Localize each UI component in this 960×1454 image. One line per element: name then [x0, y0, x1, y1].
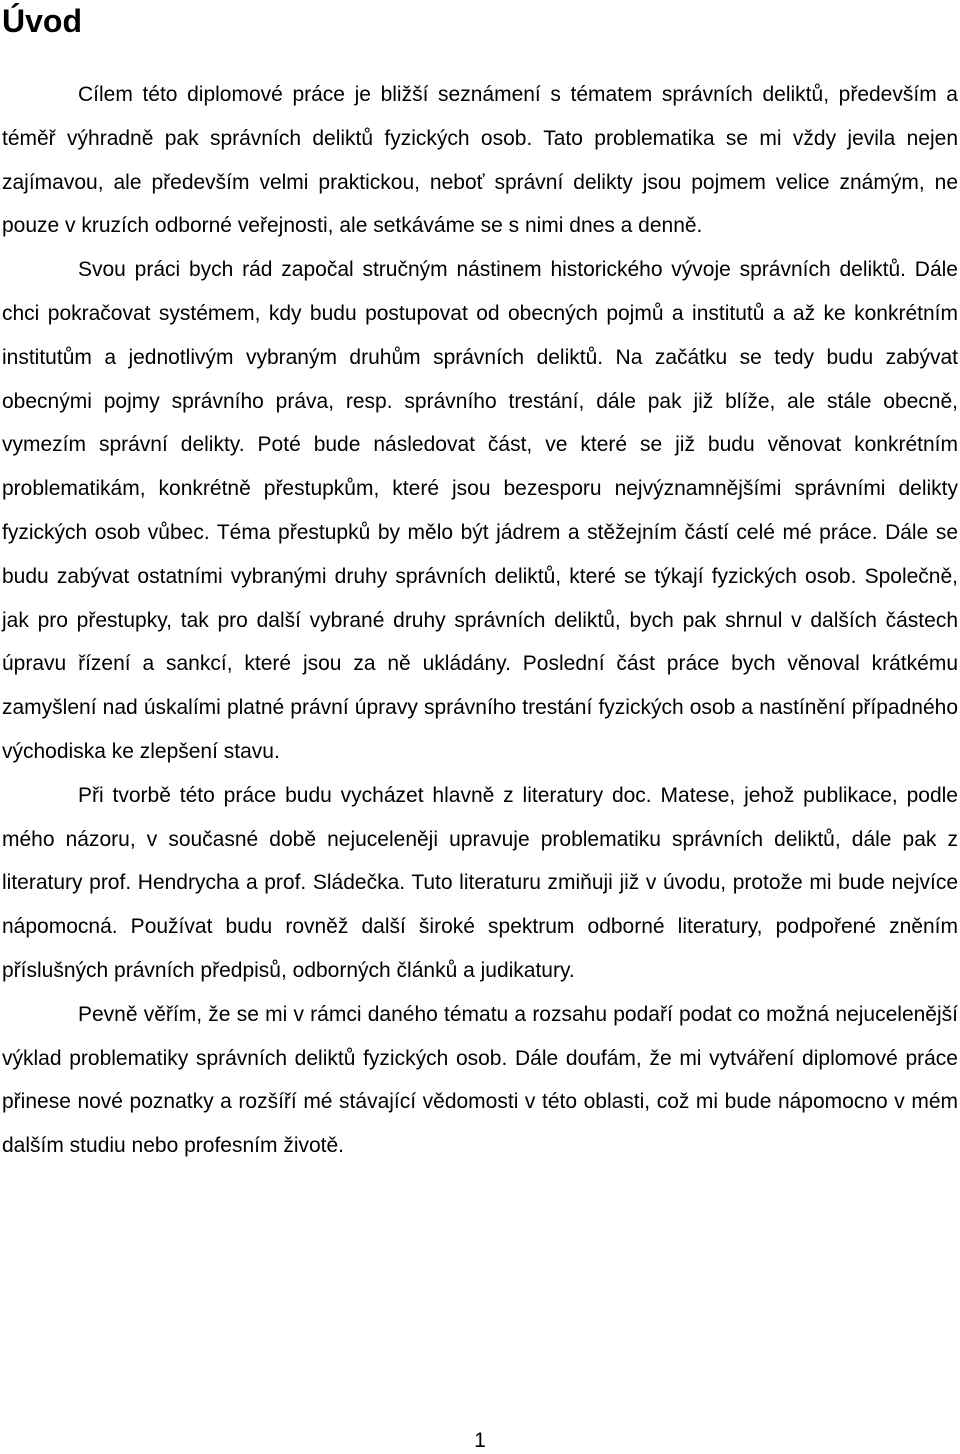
paragraph-4: Pevně věřím, že se mi v rámci daného tématu a rozsahu podaří podat co možná nejucelenější výklad problematiky správních deliktů fyzických osob. Dále doufám, že mi vytváření diplomové práce přinese nové poznatky a rozšíří mé stávající vědomosti v této oblasti, což mi bude nápomocno v mém dalším studiu nebo profesním životě. — [2, 1002, 958, 1158]
section-heading: Úvod — [2, 3, 82, 39]
body-text — [2, 73, 958, 1168]
paragraph-3: Při tvorbě této práce budu vycházet hlavně z literatury doc. Matese, jehož publikace, podle mého názoru, v současné době nejuceleněji upravuje problematiku správních deliktů, dále pak z literatury prof. Hendrycha a prof. Sládečka. Tuto literaturu zmiňuji již v úvodu, protože mi bude nejvíce nápomocná. Používat budu rovněž další široké spektrum odborné literatury, podpořené zněním příslušných právních předpisů, odborných článků a judikatury. — [2, 783, 958, 982]
page-number: 1 — [474, 1429, 486, 1452]
paragraph-2: Svou práci bych rád započal stručným nástinem historického vývoje správních deliktů. Dále chci pokračovat systémem, kdy budu postupovat od obecných pojmů a institutů a až ke konkrétním institutům a jednotlivým vybraným druhům správních deliktů. Na začátku se tedy budu zabývat obecnými pojmy správního práva, resp. správního trestání, dále pak již blíže, ale stále obecně, vymezím správní delikty. Poté bude následovat část, ve které se již budu věnovat konkrétním problematikám, konkrétně přestupkům, které jsou bezesporu nejvýznamnějšími správními delikty fyzických osob vůbec. Téma přestupků by mělo být jádrem a stěžejním částí celé mé práce. Dále se budu zabývat ostatními vybranými druhy správních deliktů, které se týkají fyzických osob. Společně, jak pro přestupky, tak pro další vybrané druhy správních deliktů, bych pak shrnul v dalších částech úpravu řízení a sankcí, které jsou za ně ukládány. Poslední část práce bych věnoval krátkému zamyšlení nad úskalími platné právní úpravy správního trestání fyzických osob a nastínění případného východiska ke zlepšení stavu. — [2, 258, 958, 763]
paragraph-1: Cílem této diplomové práce je bližší seznámení s tématem správních deliktů, především a téměř výhradně pak správních deliktů fyzických osob. Tato problematika se mi vždy jevila nejen zajímavou, ale především velmi praktickou, neboť správní delikty jsou pojmem velice známým, ne pouze v kruzích odborné veřejnosti, ale setkáváme se s nimi dnes a denně. — [2, 83, 958, 238]
